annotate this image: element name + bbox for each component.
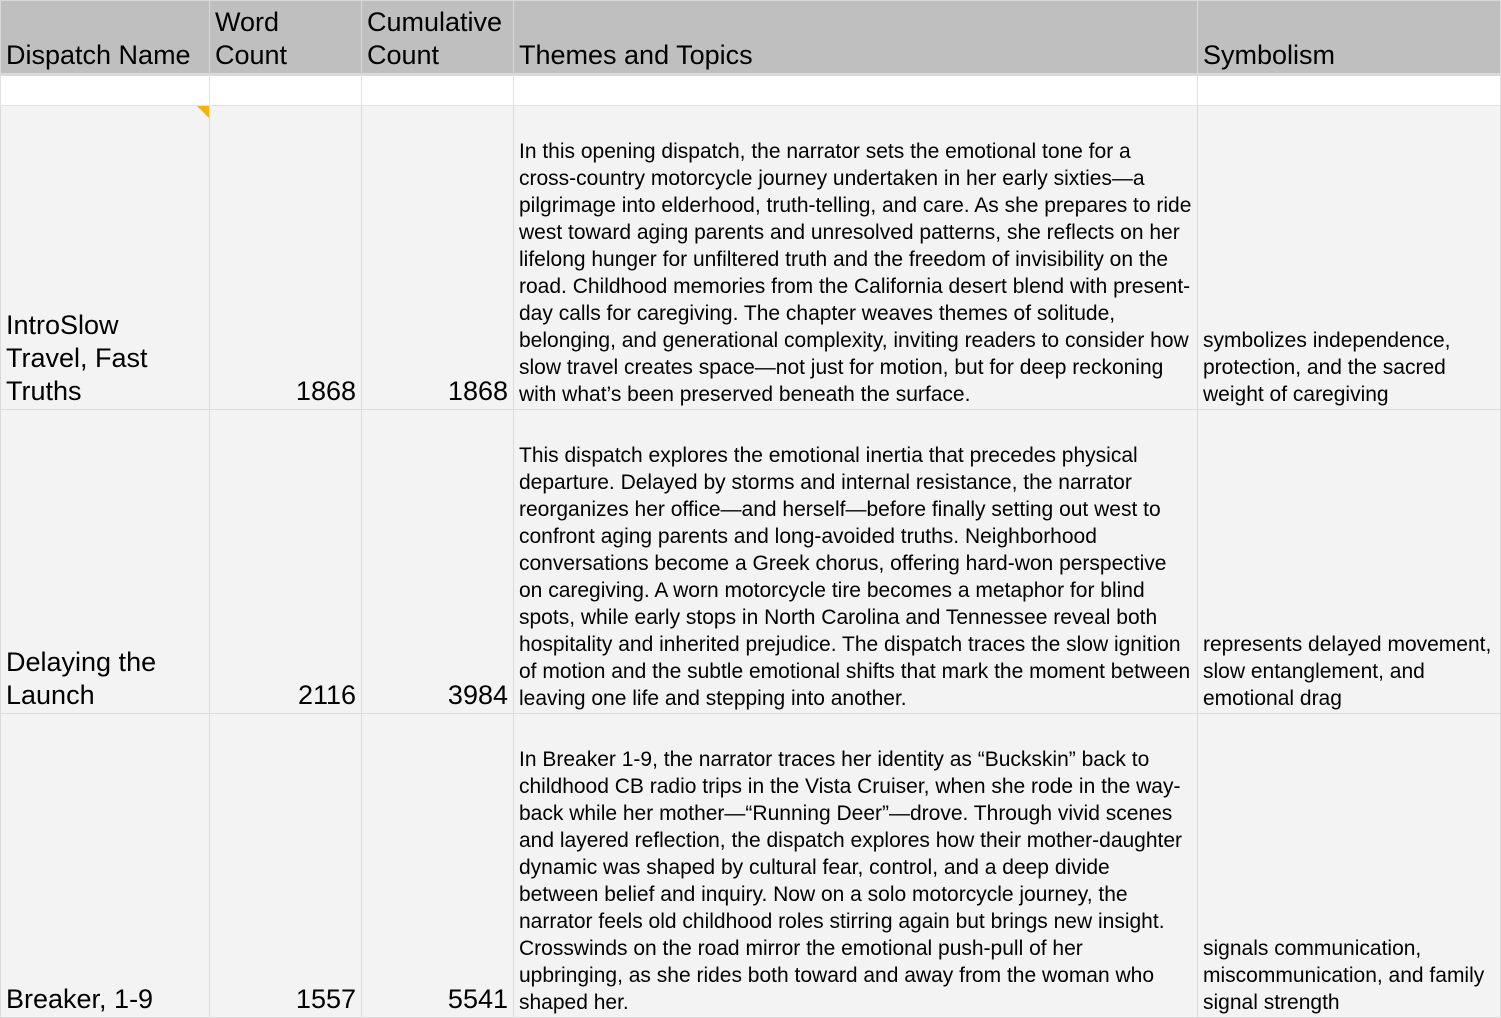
dispatch-name-cell[interactable]: [1, 714, 210, 1018]
header-symbolism[interactable]: Symbolism: [1198, 1, 1501, 75]
cumulative-count-cell[interactable]: 5541: [362, 714, 514, 1018]
dispatch-name-cell[interactable]: [1, 106, 210, 410]
cell[interactable]: [1, 75, 210, 106]
header-dispatch-name[interactable]: Dispatch Name: [1, 1, 210, 75]
table-row: [1, 106, 1501, 410]
cell[interactable]: [210, 75, 362, 106]
word-count-cell[interactable]: 2116: [210, 410, 362, 714]
symbolism-cell[interactable]: represents delayed movement, slow entanglement, and emotional drag: [1198, 410, 1501, 714]
table-row: [1, 410, 1501, 714]
symbolism-cell[interactable]: symbolizes independence, protection, and the sacred weight of caregiving: [1198, 106, 1501, 410]
dispatch-name: Delaying the Launch: [6, 647, 157, 710]
dispatch-name-cell[interactable]: [1, 410, 210, 714]
header-word-count[interactable]: Word Count: [210, 1, 362, 75]
cumulative-count-cell[interactable]: 3984: [362, 410, 514, 714]
themes-cell[interactable]: In this opening dispatch, the narrator sets the emotional tone for a cross-country motorcycle journey undertaken in her early sixties—a pilgrimage into elderhood, truth-telling, and care. As she prepares to ride west toward aging parents and unresolved patterns, she reflects on her lifelong hunger for unfiltered truth and the freedom of invisibility on the road. Childhood memories from the California desert blend with present-day calls for caregiving. The chapter weaves themes of solitude, belonging, and generational complexity, inviting readers to consider how slow travel creates space—not just for motion, but for deep reckoning with what’s been preserved beneath the surface.: [514, 106, 1198, 410]
table-row: [1, 714, 1501, 1018]
empty-row: [1, 75, 1501, 106]
comment-indicator-icon[interactable]: [197, 106, 209, 118]
cell[interactable]: [514, 75, 1198, 106]
header-row: [1, 1, 1501, 75]
header-themes[interactable]: Themes and Topics: [514, 1, 1198, 75]
cell[interactable]: [1198, 75, 1501, 106]
themes-cell[interactable]: In Breaker 1-9, the narrator traces her identity as “Buckskin” back to childhood CB radio trips in the Vista Cruiser, when she rode in the way-back while her mother—“Running Deer”—drove. Through vivid scenes and layered reflection, the dispatch explores how their mother-daughter dynamic was shaped by cultural fear, control, and a deep divide between belief and inquiry. Now on a solo motorcycle journey, the narrator feels old childhood roles stirring again but brings new insight. Crosswinds on the road mirror the emotional push-pull of her upbringing, as she rides both toward and away from the woman who shaped her.: [514, 714, 1198, 1018]
word-count-cell[interactable]: 1557: [210, 714, 362, 1018]
word-count-cell[interactable]: 1868: [210, 106, 362, 410]
cell[interactable]: [362, 75, 514, 106]
dispatch-name: IntroSlow Travel, Fast Truths: [6, 310, 148, 406]
cumulative-count-cell[interactable]: 1868: [362, 106, 514, 410]
symbolism-cell[interactable]: signals communication, miscommunication, and family signal strength: [1198, 714, 1501, 1018]
dispatch-name: Breaker, 1-9: [6, 984, 154, 1014]
header-cumulative-count[interactable]: Cumulative Count: [362, 1, 514, 75]
themes-cell[interactable]: This dispatch explores the emotional inertia that precedes physical departure. Delayed by storms and internal resistance, the narrator reorganizes her office—and herself—before finally setting out west to confront aging parents and long-avoided truths. Neighborhood conversations become a Greek chorus, offering hard-won perspective on caregiving. A worn motorcycle tire becomes a metaphor for blind spots, while early stops in North Carolina and Tennessee reveal both hospitality and inherited prejudice. The dispatch traces the slow ignition of motion and the subtle emotional shifts that mark the moment between leaving one life and stepping into another.: [514, 410, 1198, 714]
